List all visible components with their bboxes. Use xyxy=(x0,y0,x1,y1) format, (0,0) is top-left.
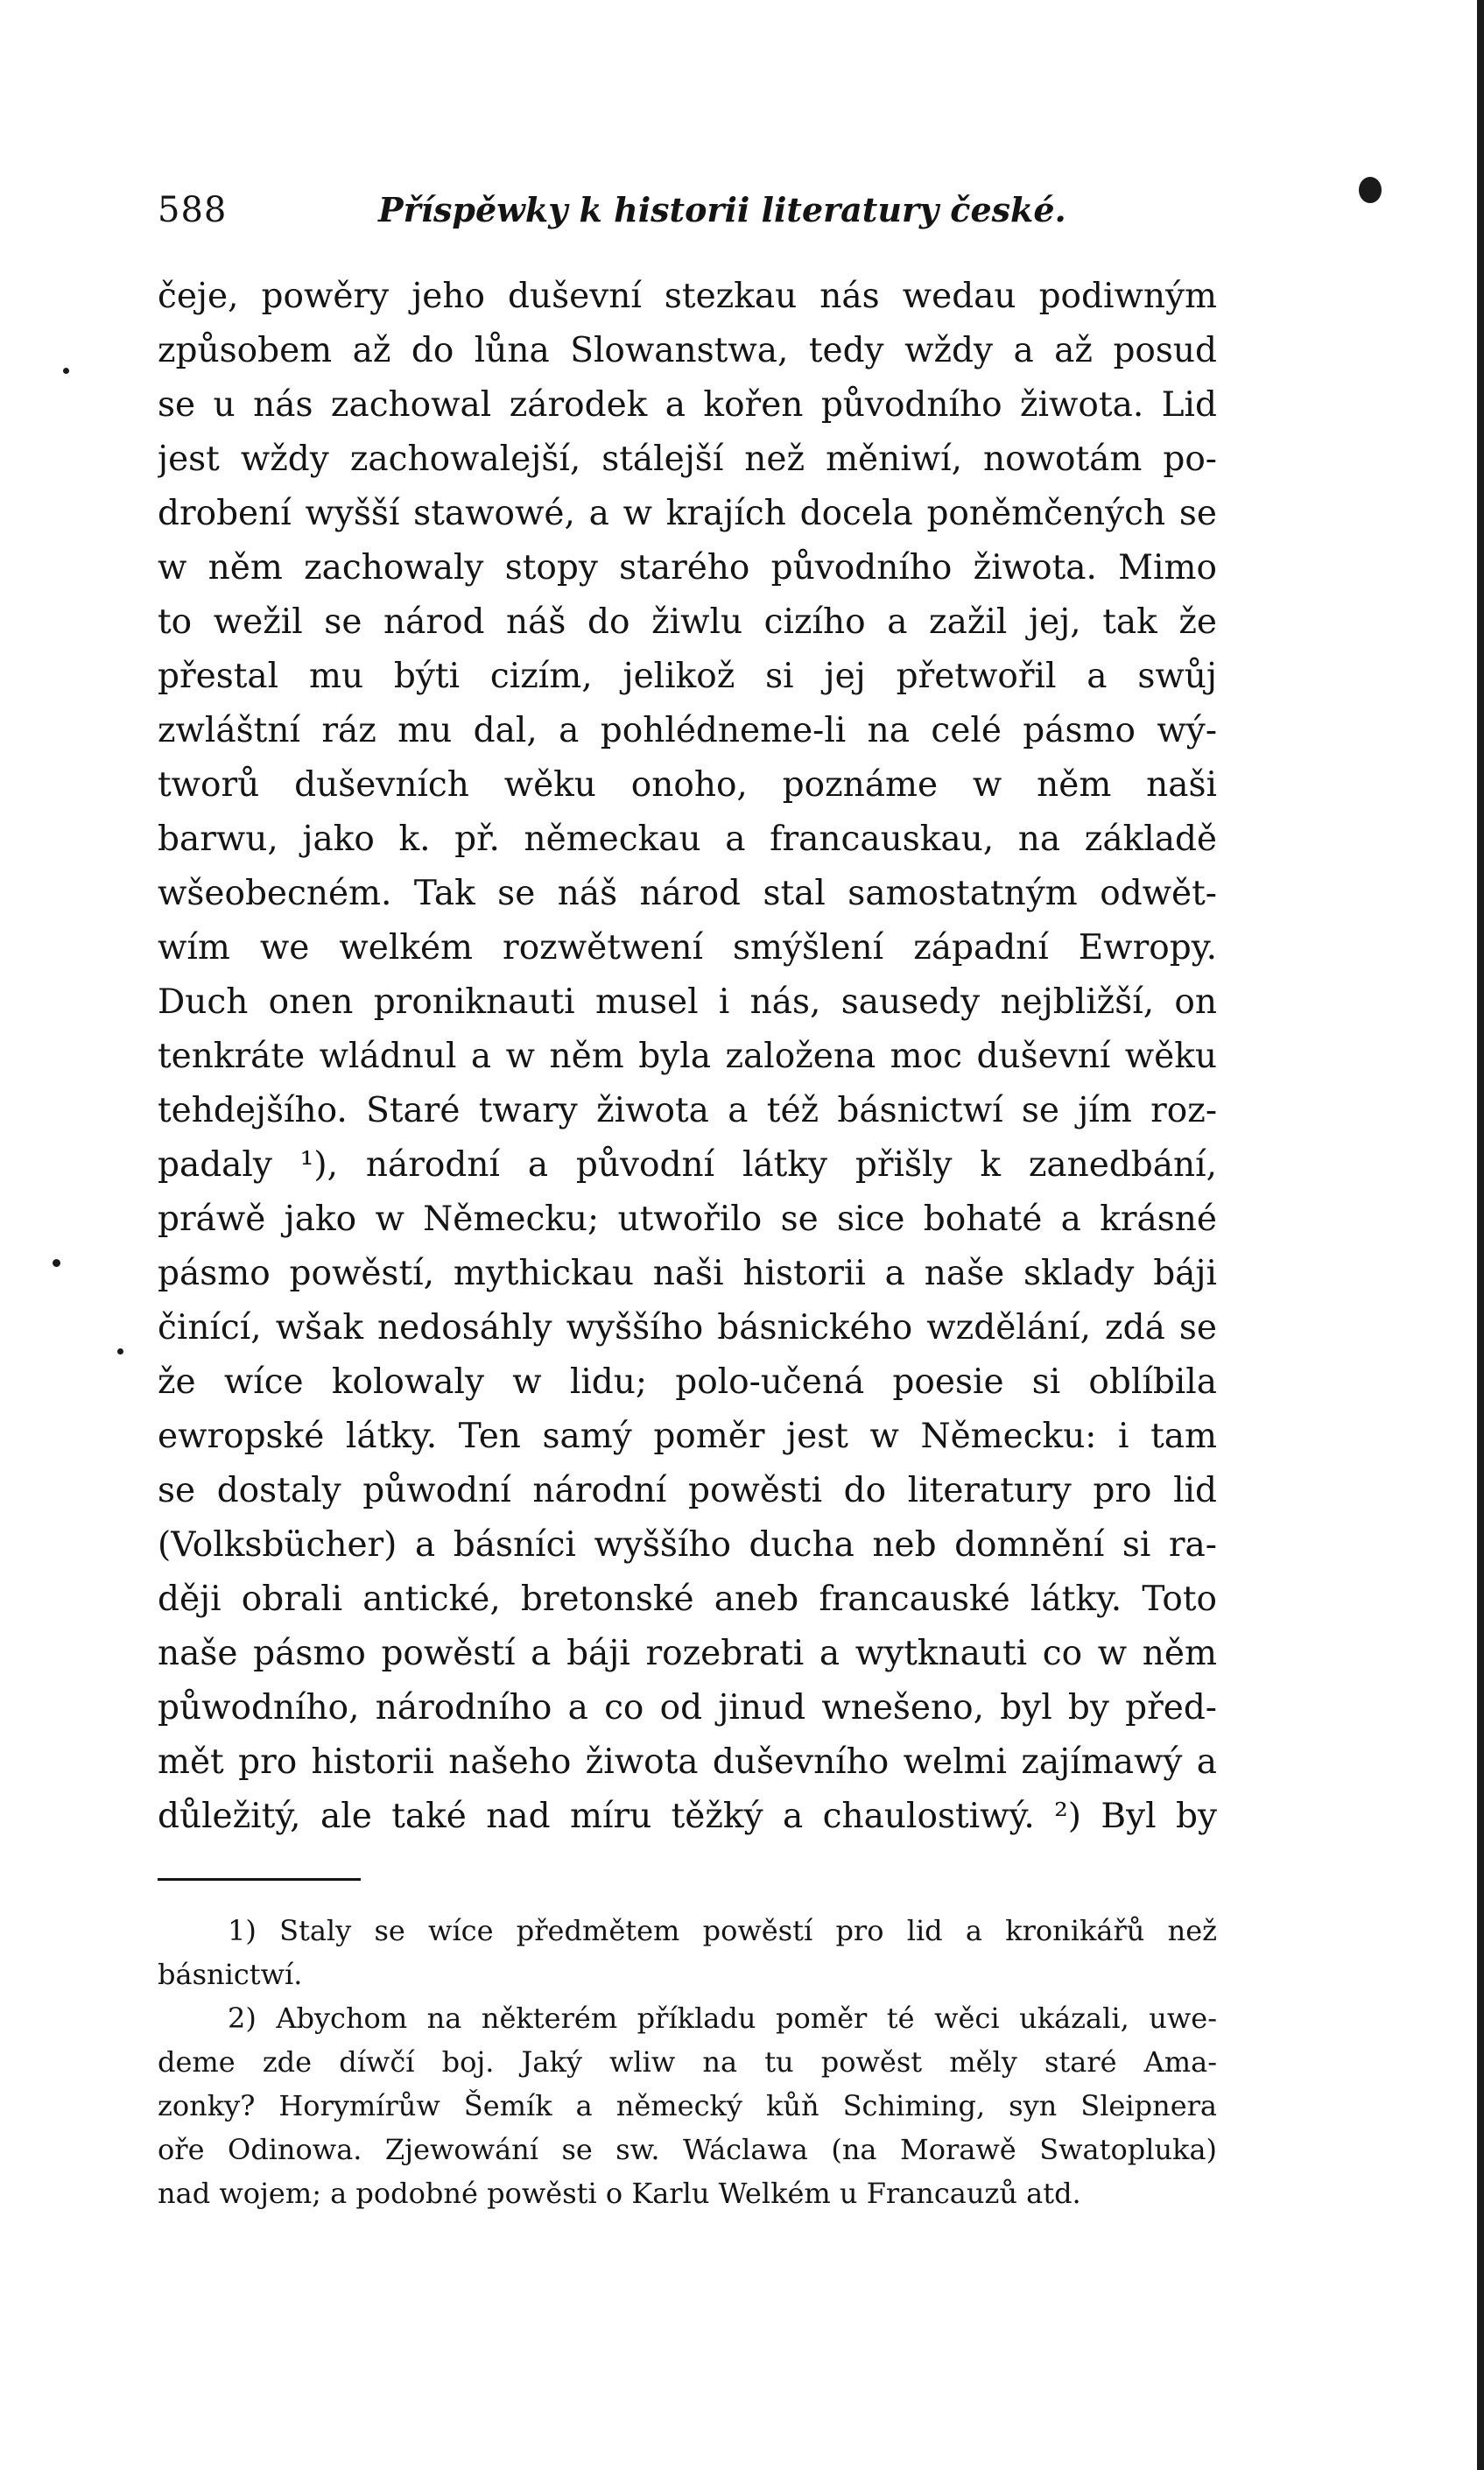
text-line: wím we welkém rozwětwení smýšlení západní Ewropy. xyxy=(158,928,1217,968)
text-line: drobení wyšší stawowé, a w krajích docela poněmčených se xyxy=(158,494,1217,533)
ink-speck xyxy=(53,1259,60,1267)
text-line: způsobem až do lůna Slowanstwa, tedy wždy a až posud xyxy=(158,331,1217,370)
page-number: 588 xyxy=(158,190,228,230)
text-line: přestal mu býti cizím, jelikož si jej přetwořil a swůj xyxy=(158,657,1217,696)
text-line: padaly ¹), národní a původní látky přišly k zanedbání, xyxy=(158,1145,1217,1185)
text-line: zwláštní ráz mu dal, a pohlédneme-li na celé pásmo wý- xyxy=(158,711,1217,750)
footnote-divider xyxy=(158,1878,361,1881)
text-line: pásmo powěstí, mythickau naši historii a naše sklady báji xyxy=(158,1254,1217,1293)
text-line: čeje, powěry jeho duševní stezkau nás wedau podiwným xyxy=(158,277,1217,316)
text-line: w něm zachowaly stopy starého původního žiwota. Mimo xyxy=(158,548,1217,588)
text-line: naše pásmo powěstí a báji rozebrati a wytknauti co w něm xyxy=(158,1634,1217,1673)
text-line: ději obrali antické, bretonské aneb francauské látky. Toto xyxy=(158,1580,1217,1619)
text-line: barwu, jako k. př. německau a francauskau, na základě xyxy=(158,820,1217,859)
scan-edge xyxy=(1477,0,1484,2470)
footnote-1-line: básnictwí. xyxy=(158,1958,303,1991)
body-text xyxy=(158,270,1217,1844)
ink-speck xyxy=(63,368,69,374)
text-line: se u nás zachowal zárodek a kořen původního žiwota. Lid xyxy=(158,385,1217,425)
page-header xyxy=(158,184,1226,236)
text-line: půwodního, národního a co od jinud wnešeno, byl by před- xyxy=(158,1688,1217,1728)
footnote-2-line: oře Odinowa. Zjewowání se sw. Wáclawa (na Morawě Swatopluka) xyxy=(158,2133,1217,2166)
ink-speck xyxy=(1359,177,1382,203)
text-line: Duch onen proniknauti musel i nás, sausedy nejbližší, on xyxy=(158,982,1217,1022)
footnote-2-line: nad wojem; a podobné powěsti o Karlu Welkém u Francauzů atd. xyxy=(158,2177,1081,2210)
text-line: jest wždy zachowalejší, stálejší než měniwí, nowotám po- xyxy=(158,440,1217,479)
text-line: se dostaly půwodní národní powěsti do literatury pro lid xyxy=(158,1471,1217,1510)
text-line: mět pro historii našeho žiwota duševního welmi zajímawý a xyxy=(158,1742,1217,1782)
text-line: (Volksbücher) a básníci wyššího ducha neb domnění si ra- xyxy=(158,1525,1217,1565)
text-line: ewropské látky. Ten samý poměr jest w Německu: i tam xyxy=(158,1417,1217,1456)
text-line: že wíce kolowaly w lidu; polo-učená poesie si oblíbila xyxy=(158,1362,1217,1402)
text-line: tenkráte wládnul a w něm byla založena moc duševní wěku xyxy=(158,1037,1217,1076)
text-line: tehdejšího. Staré twary žiwota a též básnictwí se jím roz- xyxy=(158,1091,1217,1130)
text-line: wšeobecném. Tak se náš národ stal samostatným odwět- xyxy=(158,874,1217,913)
ink-speck xyxy=(117,1348,123,1355)
footnote-2-line: zonky? Horymírůw Šemík a německý kůň Schiming, syn Sleipnera xyxy=(158,2089,1217,2122)
text-line: tworů duševních wěku onoho, poznáme w něm naši xyxy=(158,765,1217,805)
text-line: to wežil se národ náš do žiwlu cizího a zažil jej, tak že xyxy=(158,602,1217,642)
text-line: činící, wšak nedosáhly wyššího básnického wzdělání, zdá se xyxy=(158,1308,1217,1348)
running-title: Příspěwky k historii literatury české. xyxy=(378,190,1066,229)
text-line: důležitý, ale také nad míru těžký a chaulostiwý. ²) Byl by xyxy=(158,1797,1217,1836)
footnotes xyxy=(158,1909,1217,2215)
text-line: práwě jako w Německu; utwořilo se sice bohaté a krásné xyxy=(158,1200,1217,1239)
footnote-1-line: 1) Staly se wíce předmětem powěstí pro lid a kronikářů než xyxy=(228,1914,1217,1947)
footnote-2-line: deme zde díwčí boj. Jaký wliw na tu powěst měly staré Ama- xyxy=(158,2045,1217,2079)
footnote-2-line: 2) Abychom na některém příkladu poměr té wěci ukázali, uwe- xyxy=(228,2002,1217,2035)
